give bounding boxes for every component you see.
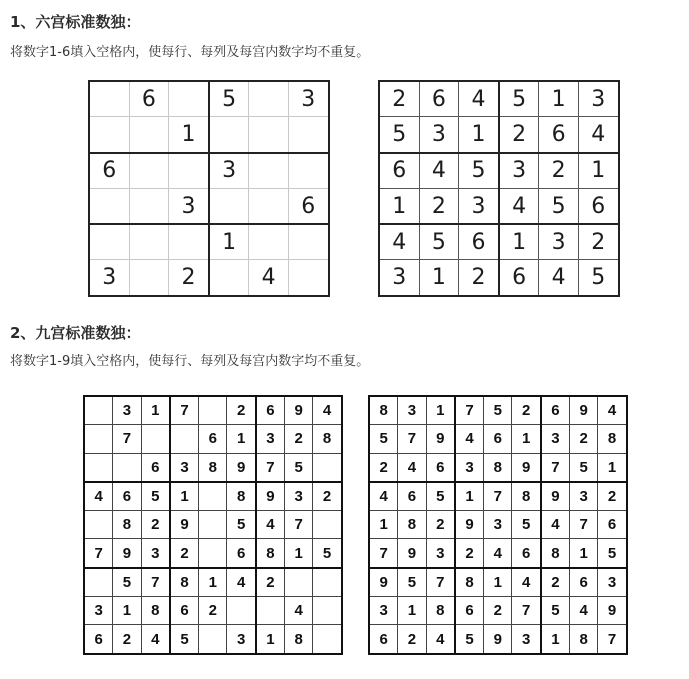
grid-cell — [288, 153, 328, 189]
grid-cell: 7 — [570, 511, 598, 539]
grid-cell: 5 — [484, 396, 512, 425]
grid-cell — [89, 188, 129, 224]
grid-cell: 6 — [288, 188, 328, 224]
grid-cell: 8 — [199, 453, 227, 482]
grid-cell: 8 — [313, 425, 342, 453]
grid-cell: 5 — [209, 81, 249, 117]
grid-cell: 6 — [369, 625, 398, 654]
grid-cell: 3 — [369, 597, 398, 625]
grid-cell: 4 — [539, 260, 579, 296]
grid-cell: 6 — [499, 260, 539, 296]
grid-cell: 3 — [379, 260, 419, 296]
grid-cell: 8 — [398, 511, 426, 539]
grid-row — [369, 625, 627, 654]
grid-cell: 6 — [512, 539, 541, 568]
grid-cell: 3 — [459, 188, 499, 224]
grid-cell: 8 — [170, 568, 199, 597]
grid-cell: 5 — [459, 153, 499, 189]
grid-cell: 9 — [170, 511, 199, 539]
grid-row — [89, 117, 329, 153]
grid-cell — [89, 117, 129, 153]
grid-cell — [129, 117, 169, 153]
grid-cell: 1 — [512, 425, 541, 453]
grid-cell — [249, 117, 289, 153]
grid-row — [369, 511, 627, 539]
grid-cell: 5 — [598, 539, 627, 568]
grid-cell: 1 — [170, 482, 199, 511]
grid-row — [84, 625, 342, 654]
grid-cell: 4 — [249, 260, 289, 296]
section2-heading: 2、九宫标准数独： — [10, 324, 141, 342]
grid-cell: 1 — [539, 81, 579, 117]
grid-cell: 5 — [313, 539, 342, 568]
grid-cell — [227, 597, 256, 625]
grid-cell: 4 — [459, 81, 499, 117]
grid-cell — [169, 153, 209, 189]
grid-cell — [199, 539, 227, 568]
grid-cell: 2 — [578, 224, 618, 260]
grid-cell: 8 — [369, 396, 398, 425]
grid-cell — [288, 117, 328, 153]
grid-cell: 5 — [369, 425, 398, 453]
grid-row — [369, 597, 627, 625]
grid-cell — [313, 625, 342, 654]
grid-cell: 4 — [499, 188, 539, 224]
grid-cell — [285, 568, 313, 597]
grid-cell: 9 — [227, 453, 256, 482]
grid-cell: 6 — [455, 597, 484, 625]
grid-cell: 6 — [199, 425, 227, 453]
grid-cell: 6 — [379, 153, 419, 189]
grid-cell: 2 — [169, 260, 209, 296]
grid-cell — [288, 260, 328, 296]
grid-cell: 1 — [199, 568, 227, 597]
section1-heading: 1、六宫标准数独： — [10, 13, 141, 31]
grid-cell — [89, 224, 129, 260]
grid-cell: 3 — [84, 597, 113, 625]
grid-cell: 7 — [512, 597, 541, 625]
grid-cell: 8 — [570, 625, 598, 654]
grid-cell: 4 — [541, 511, 570, 539]
grid-cell: 3 — [227, 625, 256, 654]
grid-cell: 1 — [598, 453, 627, 482]
grid-cell: 1 — [459, 117, 499, 153]
grid-cell — [249, 224, 289, 260]
grid-cell: 5 — [426, 482, 455, 511]
grid-cell: 6 — [129, 81, 169, 117]
grid-cell: 6 — [459, 224, 499, 260]
grid-cell — [313, 597, 342, 625]
grid-cell: 5 — [499, 81, 539, 117]
grid-cell: 3 — [499, 153, 539, 189]
grid-cell — [141, 425, 170, 453]
grid-cell: 7 — [141, 568, 170, 597]
grid-cell — [84, 568, 113, 597]
grid-cell: 1 — [113, 597, 141, 625]
grid-cell: 4 — [426, 625, 455, 654]
grid-row — [89, 188, 329, 224]
grid-cell: 4 — [398, 453, 426, 482]
grid-cell: 1 — [169, 117, 209, 153]
grid-cell — [199, 625, 227, 654]
grid-cell: 7 — [170, 396, 199, 425]
grid-row — [84, 425, 342, 453]
grid-cell: 2 — [313, 482, 342, 511]
grid-row — [379, 117, 619, 153]
grid-cell: 6 — [84, 625, 113, 654]
grid-cell — [169, 81, 209, 117]
grid-cell: 6 — [141, 453, 170, 482]
grid-cell: 5 — [539, 188, 579, 224]
grid-cell — [249, 188, 289, 224]
grid-cell — [84, 425, 113, 453]
grid-cell: 8 — [541, 539, 570, 568]
grid-cell: 5 — [455, 625, 484, 654]
grid-cell: 6 — [113, 482, 141, 511]
grid-cell: 1 — [256, 625, 285, 654]
grid-cell: 7 — [369, 539, 398, 568]
grid-cell: 7 — [256, 453, 285, 482]
grid-row — [369, 396, 627, 425]
grid-cell: 2 — [419, 188, 459, 224]
grid-cell: 2 — [570, 425, 598, 453]
grid-cell: 2 — [369, 453, 398, 482]
grid-row — [369, 568, 627, 597]
grid-cell: 3 — [170, 453, 199, 482]
grid-cell: 9 — [113, 539, 141, 568]
grid-cell: 4 — [484, 539, 512, 568]
grid-cell: 6 — [426, 453, 455, 482]
grid-cell: 1 — [426, 396, 455, 425]
grid-cell: 7 — [484, 482, 512, 511]
grid-cell: 1 — [578, 153, 618, 189]
grid-cell: 9 — [512, 453, 541, 482]
grid-cell: 6 — [256, 396, 285, 425]
grid-cell: 2 — [455, 539, 484, 568]
grid-cell: 1 — [398, 597, 426, 625]
grid-cell — [199, 482, 227, 511]
grid-cell: 5 — [512, 511, 541, 539]
grid-cell: 8 — [285, 625, 313, 654]
grid-cell: 1 — [541, 625, 570, 654]
grid-cell: 5 — [398, 568, 426, 597]
grid-cell: 3 — [426, 539, 455, 568]
grid-cell: 4 — [455, 425, 484, 453]
grid-cell: 4 — [256, 511, 285, 539]
grid-cell: 4 — [419, 153, 459, 189]
grid-cell: 2 — [170, 539, 199, 568]
grid-cell: 9 — [426, 425, 455, 453]
grid-cell: 8 — [256, 539, 285, 568]
grid-cell: 1 — [570, 539, 598, 568]
sudoku9-solution-grid — [368, 395, 628, 655]
grid-cell: 8 — [141, 597, 170, 625]
grid-cell: 4 — [512, 568, 541, 597]
grid-row — [369, 425, 627, 453]
grid-row — [379, 188, 619, 224]
grid-cell: 3 — [512, 625, 541, 654]
grid-cell: 2 — [199, 597, 227, 625]
grid-row — [369, 453, 627, 482]
grid-cell: 3 — [570, 482, 598, 511]
sudoku6-puzzle-grid — [88, 80, 330, 297]
grid-row — [89, 153, 329, 189]
grid-cell: 5 — [170, 625, 199, 654]
grid-cell: 3 — [539, 224, 579, 260]
grid-cell — [313, 453, 342, 482]
grid-cell — [313, 568, 342, 597]
grid-cell: 3 — [598, 568, 627, 597]
grid-cell: 7 — [84, 539, 113, 568]
grid-cell: 4 — [285, 597, 313, 625]
grid-cell: 2 — [484, 597, 512, 625]
grid-cell: 3 — [578, 81, 618, 117]
grid-cell: 4 — [379, 224, 419, 260]
grid-cell: 6 — [227, 539, 256, 568]
grid-cell: 6 — [539, 117, 579, 153]
grid-cell: 5 — [570, 453, 598, 482]
grid-cell — [209, 117, 249, 153]
grid-row — [84, 511, 342, 539]
grid-cell: 4 — [369, 482, 398, 511]
grid-cell: 9 — [455, 511, 484, 539]
grid-cell: 8 — [113, 511, 141, 539]
grid-cell — [129, 260, 169, 296]
grid-cell: 3 — [455, 453, 484, 482]
grid-cell — [129, 224, 169, 260]
grid-cell: 1 — [484, 568, 512, 597]
grid-cell: 6 — [578, 188, 618, 224]
grid-cell: 2 — [499, 117, 539, 153]
grid-cell: 4 — [227, 568, 256, 597]
grid-row — [84, 597, 342, 625]
grid-cell: 3 — [256, 425, 285, 453]
sudoku6-solution-grid — [378, 80, 620, 297]
grid-cell: 2 — [285, 425, 313, 453]
grid-cell: 2 — [113, 625, 141, 654]
grid-cell — [199, 396, 227, 425]
grid-cell: 6 — [170, 597, 199, 625]
grid-cell — [84, 511, 113, 539]
grid-cell — [209, 260, 249, 296]
grid-cell: 7 — [455, 396, 484, 425]
grid-cell: 5 — [541, 597, 570, 625]
grid-cell: 3 — [169, 188, 209, 224]
grid-cell — [199, 511, 227, 539]
grid-row — [84, 568, 342, 597]
grid-row — [84, 396, 342, 425]
grid-cell: 6 — [541, 396, 570, 425]
grid-cell: 6 — [419, 81, 459, 117]
grid-cell — [256, 597, 285, 625]
grid-cell: 6 — [570, 568, 598, 597]
sudoku9-puzzle-grid — [83, 395, 343, 655]
grid-cell — [249, 81, 289, 117]
grid-cell: 3 — [419, 117, 459, 153]
grid-cell: 6 — [398, 482, 426, 511]
grid-cell: 4 — [570, 597, 598, 625]
grid-row — [379, 81, 619, 117]
grid-row — [379, 224, 619, 260]
grid-cell: 8 — [598, 425, 627, 453]
grid-cell: 2 — [256, 568, 285, 597]
grid-row — [89, 81, 329, 117]
grid-cell: 1 — [419, 260, 459, 296]
grid-cell: 5 — [113, 568, 141, 597]
grid-row — [89, 260, 329, 296]
grid-cell: 7 — [285, 511, 313, 539]
grid-cell: 3 — [288, 81, 328, 117]
grid-cell: 4 — [598, 396, 627, 425]
grid-cell — [89, 81, 129, 117]
grid-row — [369, 482, 627, 511]
grid-cell: 2 — [426, 511, 455, 539]
grid-cell: 8 — [484, 453, 512, 482]
grid-cell: 6 — [89, 153, 129, 189]
grid-cell — [249, 153, 289, 189]
grid-cell: 9 — [598, 597, 627, 625]
grid-cell: 9 — [541, 482, 570, 511]
grid-cell: 1 — [285, 539, 313, 568]
grid-row — [379, 260, 619, 296]
grid-cell: 1 — [209, 224, 249, 260]
grid-cell — [288, 224, 328, 260]
grid-cell: 2 — [398, 625, 426, 654]
grid-cell: 3 — [209, 153, 249, 189]
section2-instructions: 将数字1-9填入空格内，使每行、每列及每宫内数字均不重复。 — [10, 354, 370, 369]
grid-cell: 9 — [285, 396, 313, 425]
grid-cell: 3 — [484, 511, 512, 539]
grid-cell: 6 — [598, 511, 627, 539]
grid-cell: 9 — [256, 482, 285, 511]
grid-cell — [129, 153, 169, 189]
grid-cell: 2 — [539, 153, 579, 189]
grid-cell — [84, 396, 113, 425]
grid-cell: 2 — [227, 396, 256, 425]
grid-cell: 8 — [455, 568, 484, 597]
grid-row — [84, 539, 342, 568]
grid-cell: 5 — [227, 511, 256, 539]
grid-cell: 1 — [141, 396, 170, 425]
grid-cell: 5 — [285, 453, 313, 482]
section1-instructions: 将数字1-6填入空格内，使每行、每列及每宫内数字均不重复。 — [10, 45, 370, 60]
grid-cell: 6 — [484, 425, 512, 453]
grid-cell: 1 — [499, 224, 539, 260]
grid-row — [89, 224, 329, 260]
grid-cell: 7 — [598, 625, 627, 654]
grid-cell: 5 — [379, 117, 419, 153]
grid-cell: 5 — [419, 224, 459, 260]
grid-cell — [170, 425, 199, 453]
grid-cell: 9 — [484, 625, 512, 654]
grid-cell: 7 — [426, 568, 455, 597]
grid-cell — [84, 453, 113, 482]
grid-cell — [169, 224, 209, 260]
grid-cell: 7 — [113, 425, 141, 453]
grid-cell: 7 — [398, 425, 426, 453]
grid-cell: 9 — [369, 568, 398, 597]
grid-cell: 8 — [227, 482, 256, 511]
grid-cell: 9 — [398, 539, 426, 568]
grid-cell — [313, 511, 342, 539]
grid-cell: 3 — [398, 396, 426, 425]
grid-cell: 9 — [570, 396, 598, 425]
grid-cell: 1 — [455, 482, 484, 511]
grid-cell: 2 — [459, 260, 499, 296]
grid-cell — [129, 188, 169, 224]
grid-cell: 4 — [141, 625, 170, 654]
grid-cell: 3 — [141, 539, 170, 568]
grid-cell: 8 — [512, 482, 541, 511]
grid-cell: 2 — [512, 396, 541, 425]
grid-row — [379, 153, 619, 189]
grid-cell: 2 — [541, 568, 570, 597]
grid-cell: 1 — [379, 188, 419, 224]
grid-cell: 4 — [84, 482, 113, 511]
grid-cell: 4 — [578, 117, 618, 153]
grid-cell — [209, 188, 249, 224]
grid-cell: 7 — [541, 453, 570, 482]
grid-cell: 4 — [313, 396, 342, 425]
grid-cell: 5 — [141, 482, 170, 511]
grid-cell: 3 — [113, 396, 141, 425]
grid-cell: 3 — [285, 482, 313, 511]
grid-cell — [113, 453, 141, 482]
grid-cell: 8 — [426, 597, 455, 625]
grid-row — [84, 482, 342, 511]
grid-cell: 2 — [598, 482, 627, 511]
grid-cell: 2 — [379, 81, 419, 117]
grid-cell: 1 — [227, 425, 256, 453]
grid-row — [84, 453, 342, 482]
grid-cell: 3 — [541, 425, 570, 453]
grid-row — [369, 539, 627, 568]
grid-cell: 3 — [89, 260, 129, 296]
grid-cell: 2 — [141, 511, 170, 539]
grid-cell: 5 — [578, 260, 618, 296]
grid-cell: 1 — [369, 511, 398, 539]
